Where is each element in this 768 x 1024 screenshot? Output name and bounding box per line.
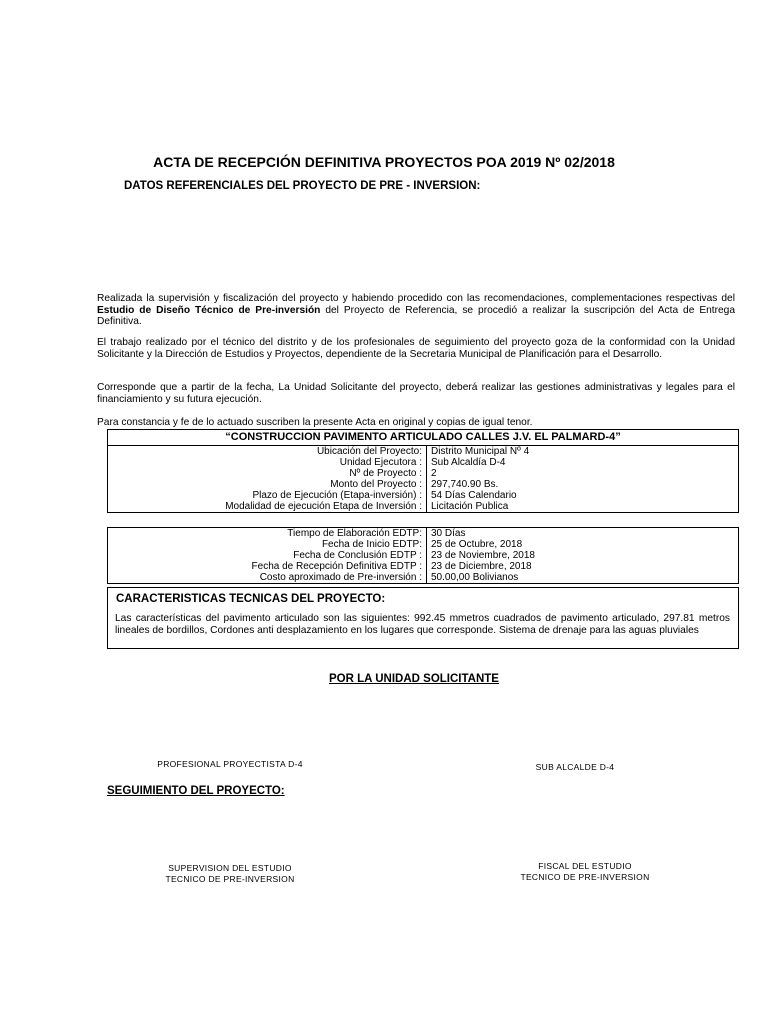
execution-mode-label: Modalidad de ejecución Etapa de Inversión : <box>108 501 427 513</box>
paragraph-supervision-bold: Estudio de Diseño Técnico de Pre-inversión <box>97 304 321 316</box>
edtp-start-value: 25 de Octubre, 2018 <box>431 539 523 550</box>
signature-supervision-line2: TECNICO DE PRE-INVERSION <box>165 874 295 884</box>
signature-fiscal <box>490 861 680 883</box>
table-row <box>108 468 739 479</box>
preinversion-cost-label: Costo aproximado de Pre-inversión : <box>108 572 427 584</box>
document-title: ACTA DE RECEPCIÓN DEFINITIVA PROYECTOS POA 2019 Nº 02/2018 <box>153 154 615 170</box>
technical-characteristics-text: Las características del pavimento articulado son las siguientes: 992.45 mmetros cuadrados de pavimento articulado, 297.81 metros lineales de bordillos, Cordones anti desplazamiento en los lugares que corresponde. Sistema de drenaje para las aguas pluviales <box>115 613 730 636</box>
preinversion-cost-value: 50.00,00 Bolivianos <box>431 572 519 583</box>
edtp-time-label: Tiempo de Elaboración EDTP: <box>108 528 427 540</box>
execution-term-label: Plazo de Ejecución (Etapa-inversión) : <box>108 490 427 501</box>
executing-unit-label: Unidad Ejecutora : <box>108 457 427 468</box>
execution-mode-value: Licitación Publica <box>431 501 509 512</box>
project-amount-label: Monto del Proyecto : <box>108 479 427 490</box>
project-name: “CONSTRUCCION PAVIMENTO ARTICULADO CALLES J.V. EL PALMARD-4” <box>108 430 739 446</box>
edtp-reception-value: 23 de Diciembre, 2018 <box>431 561 532 572</box>
table-row <box>108 550 739 561</box>
signature-fiscal-line2: TECNICO DE PRE-INVERSION <box>520 872 650 882</box>
edtp-start-label: Fecha de Inicio EDTP: <box>108 539 427 550</box>
table-row <box>108 539 739 550</box>
section-seguimiento: SEGUIMIENTO DEL PROYECTO: <box>107 785 285 797</box>
signature-supervision <box>140 863 320 885</box>
executing-unit-value: Sub Alcaldía D-4 <box>431 457 506 468</box>
edtp-table <box>107 527 739 584</box>
project-location-label: Ubicación del Proyecto: <box>108 446 427 458</box>
table-row <box>108 501 739 513</box>
project-location-value: Distrito Municipal Nº 4 <box>431 446 530 457</box>
table-row <box>108 572 739 584</box>
technical-characteristics-box <box>107 587 739 649</box>
signature-sub-alcalde: SUB ALCALDE D-4 <box>535 762 615 772</box>
project-number-value: 2 <box>431 468 437 479</box>
table-row <box>108 561 739 572</box>
project-table-header-row <box>108 430 739 446</box>
signature-fiscal-line1: FISCAL DEL ESTUDIO <box>538 861 632 871</box>
table-row <box>108 490 739 501</box>
table-row <box>108 528 739 540</box>
paragraph-conformidad: El trabajo realizado por el técnico del distrito y de los profesionales de seguimiento del proyecto goza de la conformidad con la Unidad Solicitante y la Dirección de Estudios y Proyectos, dependiente de la Secretaria Municipal de Planificación para el Desarrollo. <box>97 337 735 360</box>
execution-term-value: 54 Días Calendario <box>431 490 517 501</box>
edtp-time-value: 30 Días <box>431 528 466 539</box>
paragraph-supervision-text-b: del Proyecto de Referencia, se procedió a realizar la suscripción del Acta de Entrega Definitiva. <box>97 304 736 328</box>
signature-supervision-line1: SUPERVISION DEL ESTUDIO <box>168 863 292 873</box>
project-table <box>107 429 739 513</box>
edtp-end-label: Fecha de Conclusión EDTP : <box>108 550 427 561</box>
document-subtitle: DATOS REFERENCIALES DEL PROYECTO DE PRE - INVERSION: <box>124 180 481 192</box>
paragraph-supervision-text-a: Realizada la supervisión y fiscalización del proyecto y habiendo procedido con las recomendaciones, complementaciones respectivas del <box>97 293 735 304</box>
paragraph-supervision <box>97 293 735 328</box>
project-number-label: Nº de Proyecto : <box>108 468 427 479</box>
table-row <box>108 479 739 490</box>
project-amount-value: 297,740.90 Bs. <box>431 479 499 490</box>
edtp-reception-label: Fecha de Recepción Definitiva EDTP : <box>108 561 427 572</box>
technical-characteristics-title: CARACTERISTICAS TECNICAS DEL PROYECTO: <box>116 593 386 605</box>
table-row <box>108 446 739 458</box>
paragraph-constancia: Para constancia y fe de lo actuado suscriben la presente Acta en original y copias de igual tenor. <box>97 417 533 428</box>
edtp-end-value: 23 de Noviembre, 2018 <box>431 550 535 561</box>
section-unidad-solicitante: POR LA UNIDAD SOLICITANTE <box>329 673 499 685</box>
table-row <box>108 457 739 468</box>
signature-profesional-proyectista: PROFESIONAL PROYECTISTA D-4 <box>157 759 303 769</box>
paragraph-gestiones: Corresponde que a partir de la fecha, La Unidad Solicitante del proyecto, deberá realizar las gestiones administrativas y legales para el financiamiento y su futura ejecución. <box>97 382 735 405</box>
